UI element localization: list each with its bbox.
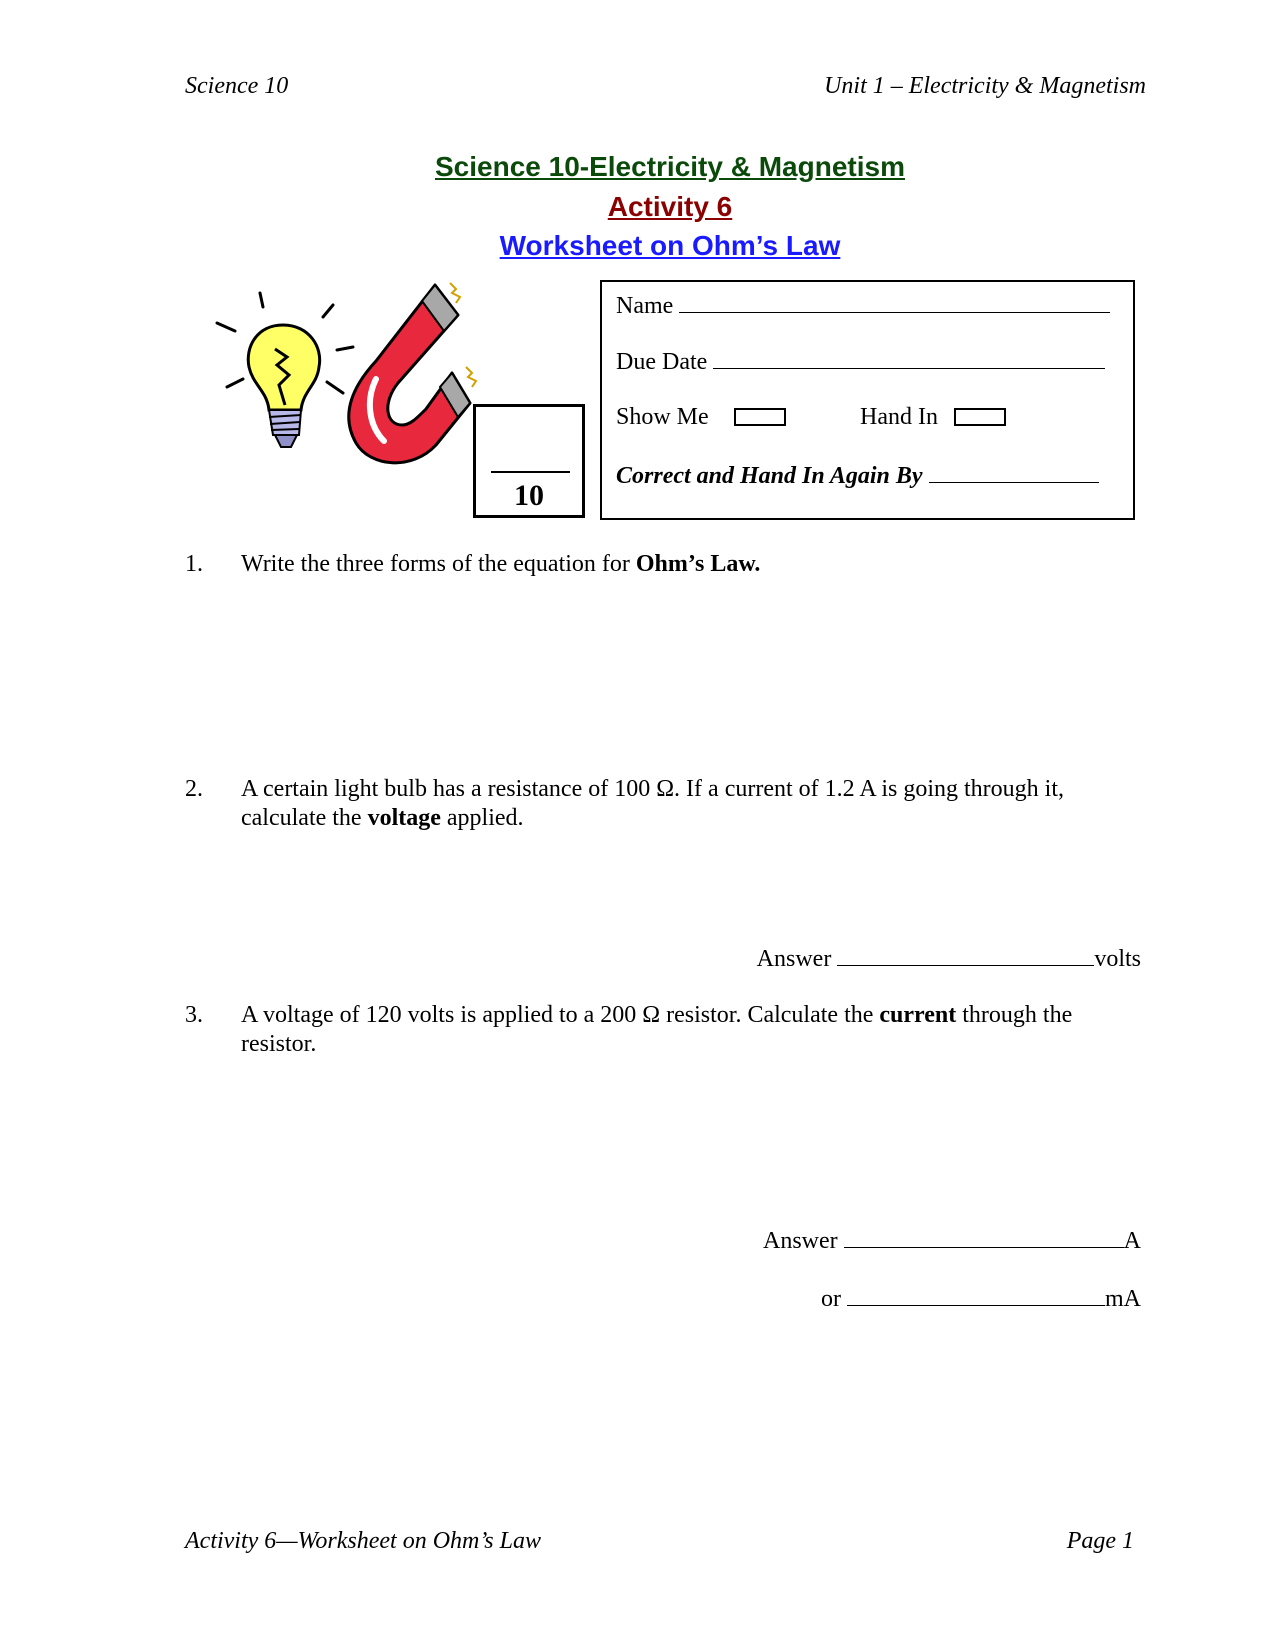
horseshoe-magnet-icon <box>340 275 480 475</box>
question-text: A certain light bulb has a resistance of 100 Ω. If a current of 1.2 A is going through it, calculate the voltage applied. <box>241 776 1064 831</box>
question-number: 2. <box>185 776 203 802</box>
name-row <box>616 292 1110 320</box>
correct-date-field[interactable] <box>929 462 1099 483</box>
due-date-field[interactable] <box>713 348 1105 369</box>
hand-in-checkbox[interactable] <box>954 408 1006 426</box>
answer-label: Answer <box>756 946 832 972</box>
answer-field-ma[interactable] <box>847 1285 1105 1306</box>
answer-unit: A <box>1123 1228 1141 1254</box>
correct-label: Correct and Hand In Again By <box>616 463 923 489</box>
footer-left: Activity 6—Worksheet on Ohm’s Law <box>185 1528 541 1554</box>
page-number: Page 1 <box>1066 1528 1134 1554</box>
show-me-checkbox[interactable] <box>734 408 786 426</box>
correct-row <box>616 462 1099 490</box>
question-number: 1. <box>185 551 203 577</box>
show-me-label: Show Me <box>616 404 709 430</box>
question-text: Write the three forms of the equation for Ohm’s Law. <box>241 551 761 577</box>
or-label: or <box>821 1286 841 1312</box>
answer-field[interactable] <box>837 945 1094 966</box>
hand-in-label: Hand In <box>860 404 938 430</box>
name-label: Name <box>616 293 674 319</box>
answer-unit: mA <box>1105 1286 1141 1312</box>
worksheet-title: Worksheet on Ohm’s Law <box>499 230 841 261</box>
page-title: Science 10-Electricity & Magnetism <box>435 151 905 182</box>
answer-row <box>757 945 1141 973</box>
due-date-row <box>616 348 1105 376</box>
score-box <box>473 404 585 518</box>
answer-row-alt <box>821 1285 1141 1313</box>
student-info-box <box>600 280 1135 520</box>
activity-title: Activity 6 <box>607 191 733 222</box>
score-blank <box>491 471 570 473</box>
question-text: A voltage of 120 volts is applied to a 200 Ω resistor. Calculate the current through the resistor. <box>241 1002 1073 1057</box>
answer-row <box>763 1227 1141 1255</box>
header-left: Science 10 <box>185 73 289 99</box>
answer-field[interactable] <box>844 1227 1124 1248</box>
due-date-label: Due Date <box>616 349 708 375</box>
score-out-of: 10 <box>514 479 544 512</box>
answer-unit: volts <box>1094 946 1141 972</box>
name-field[interactable] <box>679 292 1110 313</box>
question-number: 3. <box>185 1002 203 1028</box>
answer-label: Answer <box>763 1228 838 1254</box>
header-right: Unit 1 – Electricity & Magnetism <box>824 73 1146 99</box>
